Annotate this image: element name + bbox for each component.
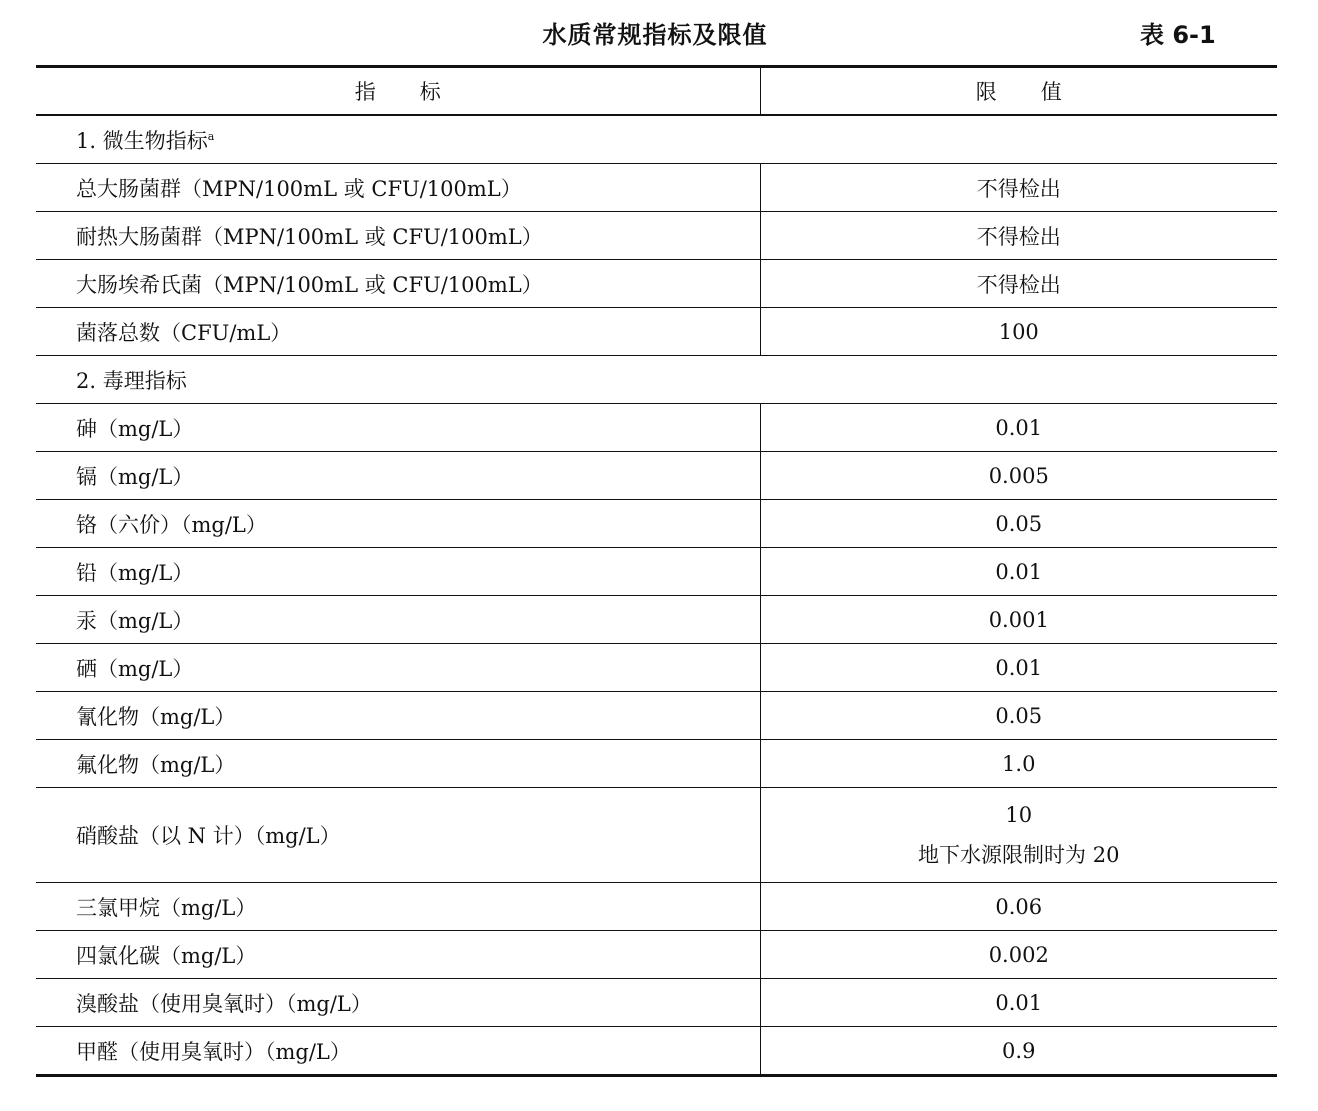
limit-value: 0.005 xyxy=(760,452,1277,500)
water-quality-table xyxy=(36,65,1277,1077)
table-row xyxy=(36,452,1277,500)
header-limit: 限值 xyxy=(760,67,1277,116)
indicator-name: 溴酸盐（使用臭氧时）（mg/L） xyxy=(36,979,760,1027)
header-indicator: 指标 xyxy=(36,67,760,116)
limit-value: 0.06 xyxy=(760,883,1277,931)
limit-value: 0.001 xyxy=(760,596,1277,644)
table-number: 表 6-1 xyxy=(1140,21,1216,49)
limit-value: 0.01 xyxy=(760,979,1277,1027)
indicator-name: 菌落总数（CFU/mL） xyxy=(36,308,760,356)
table-row xyxy=(36,260,1277,308)
table-row xyxy=(36,548,1277,596)
footnote-mark: a xyxy=(207,129,215,143)
section-row-microbial xyxy=(36,115,1277,164)
indicator-name: 甲醛（使用臭氧时）（mg/L） xyxy=(36,1027,760,1076)
indicator-name: 砷（mg/L） xyxy=(36,404,760,452)
limit-value: 0.9 xyxy=(760,1027,1277,1076)
indicator-name: 总大肠菌群（MPN/100mL 或 CFU/100mL） xyxy=(36,164,760,212)
section-label: 2. 毒理指标 xyxy=(36,356,1277,404)
table-row xyxy=(36,308,1277,356)
indicator-name: 镉（mg/L） xyxy=(36,452,760,500)
table-row xyxy=(36,692,1277,740)
limit-value xyxy=(760,788,1277,883)
limit-value-main: 10 xyxy=(1005,803,1033,827)
indicator-name: 氟化物（mg/L） xyxy=(36,740,760,788)
indicator-name: 四氯化碳（mg/L） xyxy=(36,931,760,979)
indicator-name: 硒（mg/L） xyxy=(36,644,760,692)
table-row xyxy=(36,931,1277,979)
limit-value: 不得检出 xyxy=(760,164,1277,212)
table-row xyxy=(36,500,1277,548)
table-row xyxy=(36,644,1277,692)
table-row xyxy=(36,788,1277,883)
table-row xyxy=(36,212,1277,260)
limit-value: 不得检出 xyxy=(760,212,1277,260)
table-row xyxy=(36,979,1277,1027)
header-row xyxy=(36,67,1277,116)
limit-value: 0.05 xyxy=(760,692,1277,740)
limit-value: 0.01 xyxy=(760,548,1277,596)
table-row xyxy=(36,164,1277,212)
indicator-name: 硝酸盐（以 N 计）（mg/L） xyxy=(36,788,760,883)
limit-value: 0.002 xyxy=(760,931,1277,979)
limit-value: 1.0 xyxy=(760,740,1277,788)
table-row xyxy=(36,596,1277,644)
indicator-name: 耐热大肠菌群（MPN/100mL 或 CFU/100mL） xyxy=(36,212,760,260)
limit-value: 0.01 xyxy=(760,644,1277,692)
indicator-name: 氰化物（mg/L） xyxy=(36,692,760,740)
indicator-name: 铬（六价）（mg/L） xyxy=(36,500,760,548)
limit-value: 不得检出 xyxy=(760,260,1277,308)
table-title: 水质常规指标及限值 xyxy=(542,21,768,49)
limit-value: 100 xyxy=(760,308,1277,356)
table-row xyxy=(36,1027,1277,1076)
table-row xyxy=(36,883,1277,931)
indicator-name: 铅（mg/L） xyxy=(36,548,760,596)
section-row-toxicology xyxy=(36,356,1277,404)
table-row xyxy=(36,404,1277,452)
limit-value-note: 地下水源限制时为 20 xyxy=(918,843,1120,867)
table-row xyxy=(36,740,1277,788)
section-label: 1. 微生物指标$^a$ xyxy=(36,115,1277,164)
indicator-name: 三氯甲烷（mg/L） xyxy=(36,883,760,931)
limit-value: 0.01 xyxy=(760,404,1277,452)
indicator-name: 大肠埃希氏菌（MPN/100mL 或 CFU/100mL） xyxy=(36,260,760,308)
limit-value: 0.05 xyxy=(760,500,1277,548)
indicator-name: 汞（mg/L） xyxy=(36,596,760,644)
